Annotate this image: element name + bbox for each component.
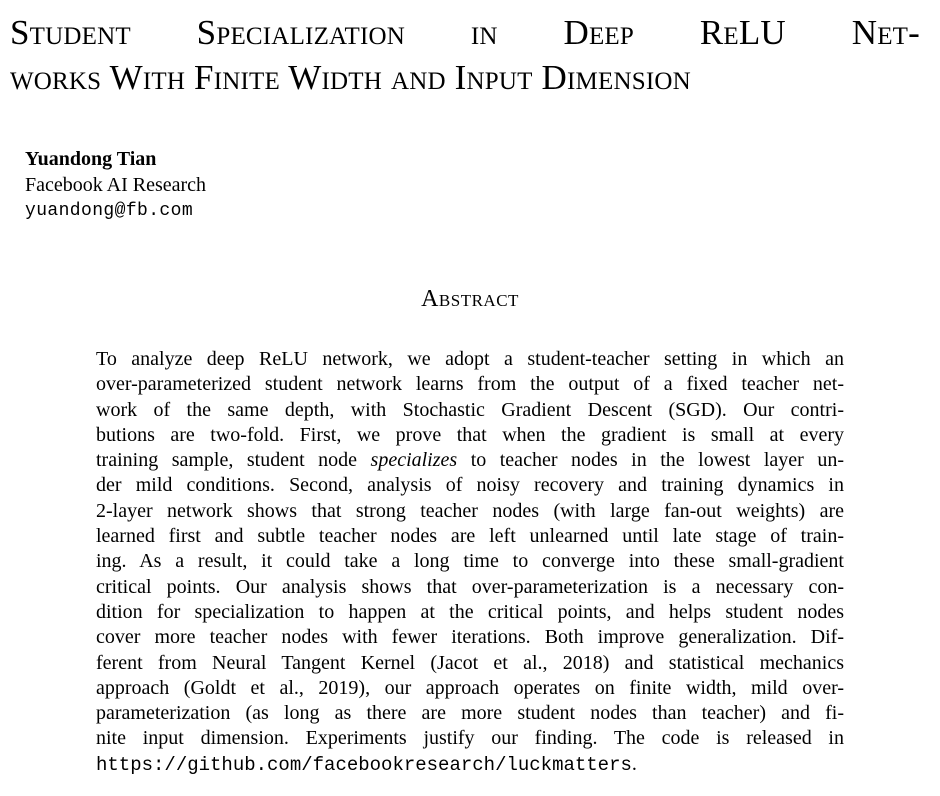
title-line-2: works With Finite Width and Input Dimension (10, 58, 691, 97)
abstract-line: ferent from Neural Tangent Kernel (Jacot et al., 2018) and statistical mechanics (96, 651, 844, 674)
abstract-text: training sample, student node (96, 449, 371, 472)
abstract-text: . (631, 752, 637, 775)
author-affiliation: Facebook AI Research (25, 174, 207, 196)
abstract-line: 2-layer network shows that strong teacher nodes (with large fan-out weights) are (96, 499, 844, 522)
emphasized-term: specializes (370, 449, 458, 472)
abstract-line: critical points. Our analysis shows that over-parameterization is a necessary con- (96, 575, 844, 598)
abstract-line: ing. As a result, it could take a long time to converge into these small-gradient (96, 550, 844, 573)
abstract-line: dition for specialization to happen at the critical points, and helps student nodes (96, 600, 844, 623)
abstract-line: butions are two-fold. First, we prove that when the gradient is small at every (96, 423, 844, 446)
abstract-text: Second, analysis of noisy recovery and training dynamics in (289, 474, 844, 497)
abstract-line: cover more teacher nodes with fewer iterations. Both improve generalization. Dif- (96, 626, 844, 649)
abstract-text: to teacher nodes in the lowest layer un- (457, 449, 844, 472)
abstract-line: approach (Goldt et al., 2019), our approach operates on finite width, mild over- (96, 676, 844, 699)
author-email[interactable]: yuandong@fb.com (25, 201, 194, 221)
abstract-line (96, 752, 844, 778)
abstract-body (96, 347, 844, 778)
abstract-line: work of the same depth, with Stochastic Gradient Descent (SGD). Our contri- (96, 398, 844, 421)
author-block (25, 146, 206, 224)
abstract-line: To analyze deep ReLU network, we adopt a student-teacher setting in which an (96, 348, 844, 370)
paper-title (10, 10, 920, 100)
code-url-link[interactable]: https://github.com/facebookresearch/luckmatters (96, 753, 632, 776)
abstract-line: nite input dimension. Experiments justify our finding. The code is released in (96, 727, 844, 750)
abstract-line (96, 448, 844, 473)
abstract-heading: Abstract (421, 286, 519, 312)
title-line-1: Student Specialization in Deep ReLU Net- (10, 13, 920, 52)
abstract-text: der mild conditions. (96, 474, 290, 497)
author-name: Yuandong Tian (25, 148, 157, 170)
abstract-line: parameterization (as long as there are more student nodes than teacher) and fi- (96, 702, 844, 725)
abstract-line (96, 473, 844, 498)
abstract-line: over-parameterized student network learns from the output of a fixed teacher net- (96, 373, 844, 396)
abstract-line: learned first and subtle teacher nodes are left unlearned until late stage of train- (96, 525, 844, 548)
